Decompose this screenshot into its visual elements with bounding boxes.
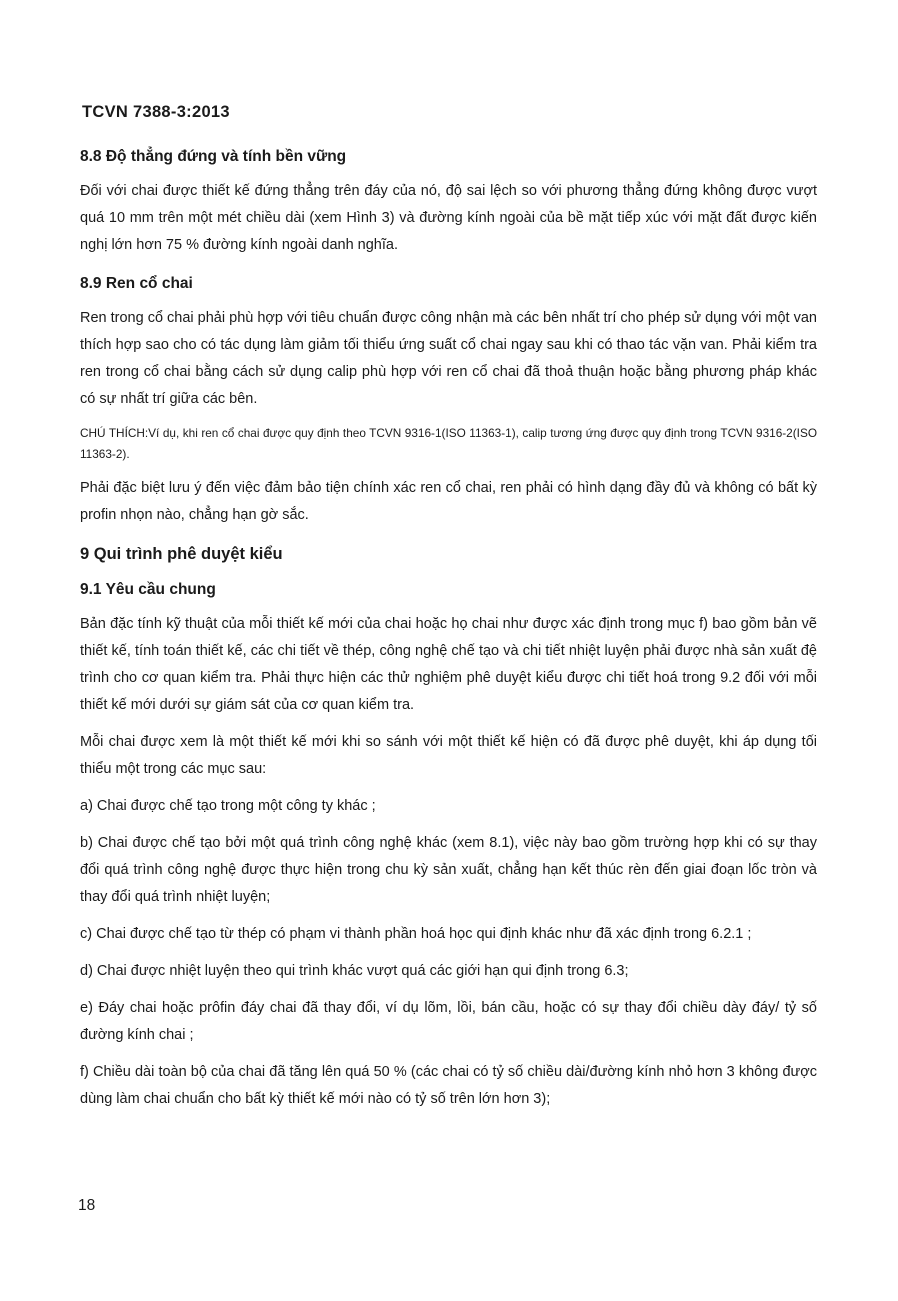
- section-9-heading: 9 Qui trình phê duyệt kiểu: [80, 545, 283, 563]
- section-8-8-paragraph: Đối với chai được thiết kế đứng thẳng trên đáy của nó, độ sai lệch so với phương thẳng đứng không được vượt quá 10 mm trên một mét chiều dài (xem Hình 3) và đường kính ngoài của bề mặt tiếp xúc với mặt đất được kiến nghị lớn hơn 75 % đường kính ngoài danh nghĩa.: [80, 183, 817, 253]
- section-8-8-heading: 8.8 Độ thẳng đứng và tính bền vững: [80, 148, 347, 165]
- page-content: [80, 146, 817, 1113]
- list-item-e: e) Đáy chai hoặc prôfin đáy chai đã thay đổi, ví dụ lõm, lồi, bán cầu, hoặc có sự thay đổi chiều dày đáy/ tỷ số đường kính chai ;: [80, 1000, 817, 1043]
- section-8-9-note: CHÚ THÍCH:Ví dụ, khi ren cổ chai được quy định theo TCVN 9316-1(ISO 11363-1), calip tương ứng được quy định trong TCVN 9316-2(ISO 11363-2).: [80, 426, 817, 461]
- list-item-d: d) Chai được nhiệt luyện theo qui trình khác vượt quá các giới hạn qui định trong 6.3;: [80, 963, 629, 979]
- page-number: 18: [78, 1197, 96, 1214]
- list-item-f: f) Chiều dài toàn bộ của chai đã tăng lên quá 50 % (các chai có tỷ số chiều dài/đường kính nhỏ hơn 3 không được dùng làm chai chuẩn cho bất kỳ thiết kế mới nào có tỷ số trên lớn hơn 3);: [80, 1064, 817, 1107]
- section-8-9-paragraph-2: Phải đặc biệt lưu ý đến việc đảm bảo tiện chính xác ren cổ chai, ren phải có hình dạng đầy đủ và không có bất kỳ profin nhọn nào, chẳng hạn gờ sắc.: [80, 480, 817, 523]
- list-item-c: c) Chai được chế tạo từ thép có phạm vi thành phần hoá học qui định khác như đã xác định trong 6.2.1 ;: [80, 926, 752, 942]
- section-8-9-paragraph-1: Ren trong cổ chai phải phù hợp với tiêu chuẩn được công nhận mà các bên nhất trí cho phép sử dụng với một van thích hợp sao cho có tác dụng làm giảm tối thiểu ứng suất cổ chai ngay sau khi có thao tác vặn van. Phải kiểm tra ren trong cổ chai bằng cách sử dụng calip phù hợp với ren cổ chai đã thoả thuận hoặc bằng phương pháp khác có sự nhất trí giữa các bên.: [80, 310, 817, 407]
- section-9-1-paragraph-1: Bản đặc tính kỹ thuật của mỗi thiết kế mới của chai hoặc họ chai như được xác định trong mục f) bao gồm bản vẽ thiết kế, tính toán thiết kế, các chi tiết về thép, công nghệ chế tạo và chi tiết nhiệt luyện phải được nhà sản xuất đệ trình cho cơ quan kiểm tra. Phải thực hiện các thử nghiệm phê duyệt kiểu được chi tiết hoá trong 9.2 đối với mỗi thiết kế mới dưới sự giám sát của cơ quan kiểm tra.: [80, 616, 817, 713]
- document-code: TCVN 7388-3:2013: [82, 103, 230, 121]
- list-item-b: b) Chai được chế tạo bởi một quá trình công nghệ khác (xem 8.1), việc này bao gồm trường hợp khi có sự thay đổi quá trình công nghệ được thực hiện trong chu kỳ sản xuất, chẳng hạn kết thúc rèn đến giai đoạn lốc tròn và thay đổi quá trình nhiệt luyện;: [80, 835, 817, 905]
- section-9-1-paragraph-2: Mỗi chai được xem là một thiết kế mới khi so sánh với một thiết kế hiện có đã được phê duyệt, khi áp dụng tối thiểu một trong các mục sau:: [80, 734, 817, 777]
- section-9-1-heading: 9.1 Yêu cầu chung: [80, 581, 216, 598]
- section-8-9-heading: 8.9 Ren cổ chai: [80, 275, 193, 292]
- list-item-a: a) Chai được chế tạo trong một công ty khác ;: [80, 798, 376, 814]
